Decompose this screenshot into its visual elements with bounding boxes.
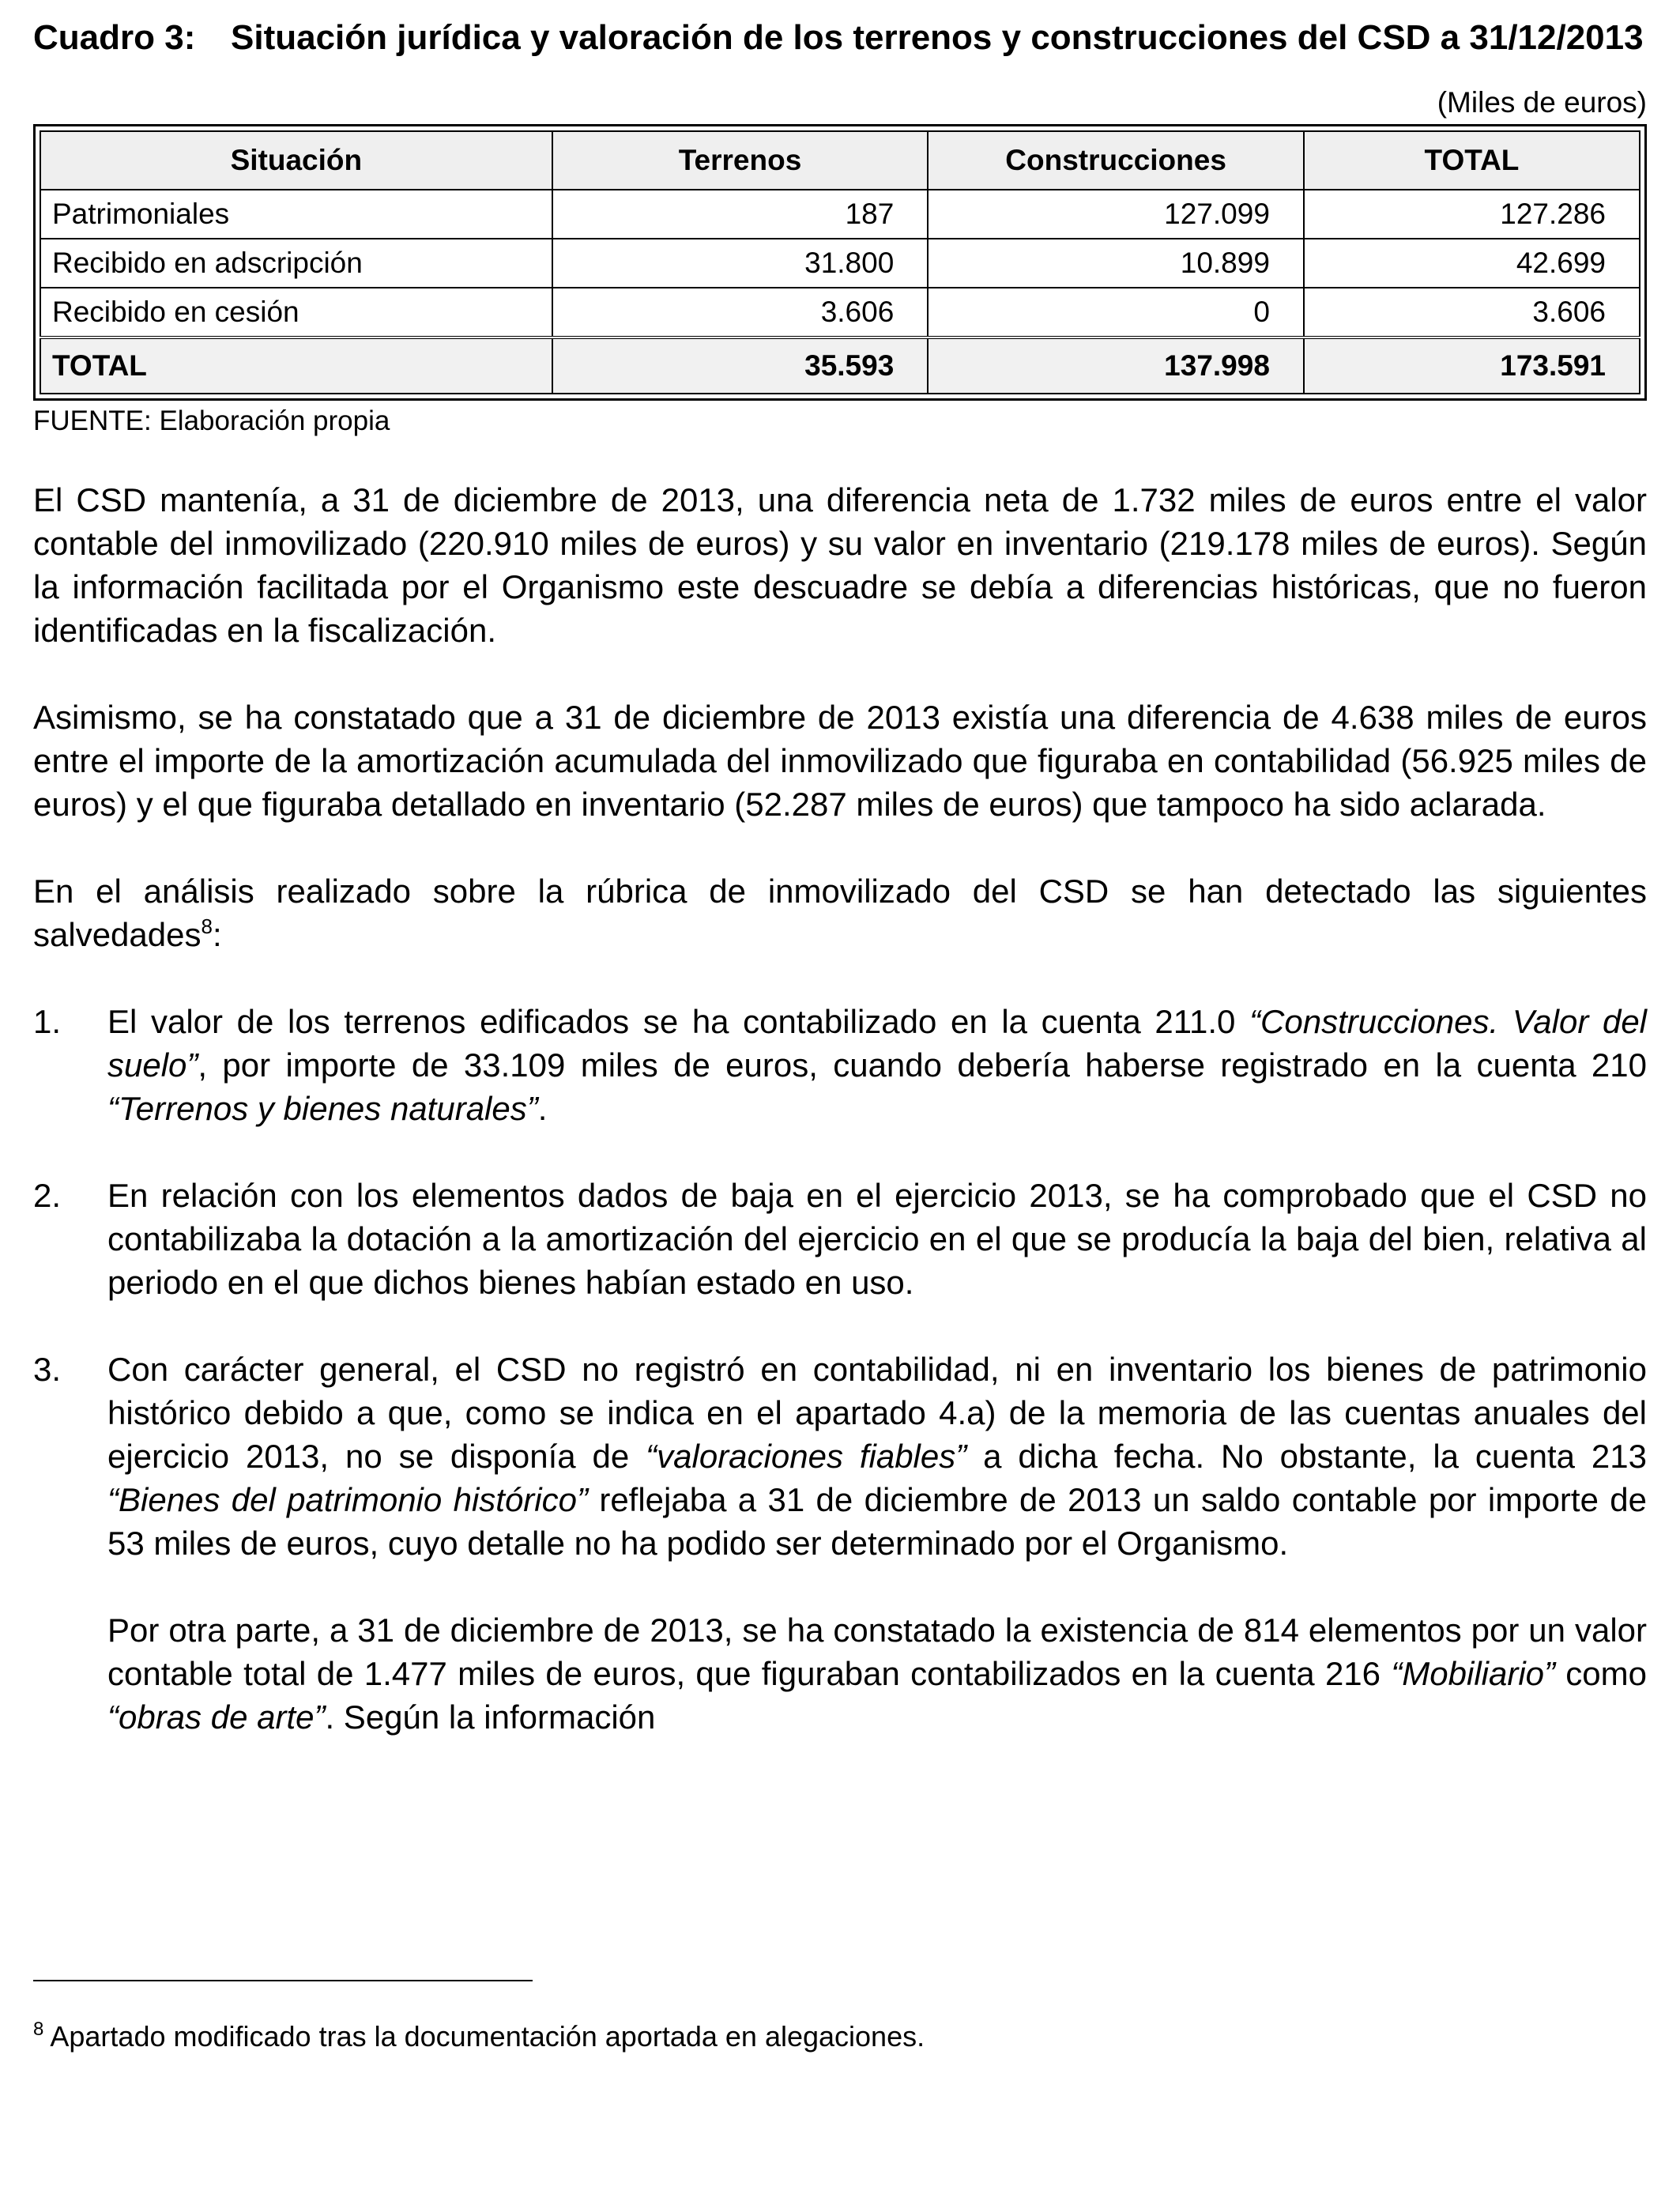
item-text-part: El valor de los terrenos edificados se ha contabilizado en la cuenta 211.0 <box>107 1003 1250 1040</box>
continuation-text-part: Por otra parte, a 31 de diciembre de 2013, se ha constatado la existencia de 814 elementos por un valor contable total de 1.477 miles de euros, que figuraban contabilizados en la cuenta 216 <box>107 1612 1647 1692</box>
item-number: 1. <box>33 1003 62 1040</box>
cell-construcciones: 10.899 <box>928 239 1304 288</box>
item-quote: “Construcciones. Valor del suelo” <box>107 1003 1648 1084</box>
list-item <box>33 1174 1647 1304</box>
continuation-text-part: como <box>1555 1655 1647 1692</box>
footnote-text: Apartado modificado tras la documentación aportada en alegaciones. <box>43 2020 925 2053</box>
paragraph-salvedades-intro <box>33 869 1647 956</box>
continuation-quote: “obras de arte” <box>107 1698 326 1736</box>
item-continuation <box>107 1608 1647 1739</box>
total-label: TOTAL <box>40 337 552 394</box>
salvedades-text: En el análisis realizado sobre la rúbrica de inmovilizado del CSD se han detectado las siguientes salvedades <box>33 873 1647 953</box>
item-text-part: reflejaba a 31 de diciembre de 2013 un saldo contable por importe de 53 miles de euros, cuyo detalle no ha podido ser determinado por el Organismo. <box>107 1481 1648 1562</box>
units-note: (Miles de euros) <box>1437 86 1647 119</box>
row-label: Recibido en adscripción <box>40 239 552 288</box>
row-label: Recibido en cesión <box>40 288 552 337</box>
situation-table <box>40 130 1640 394</box>
table-frame <box>33 124 1647 401</box>
salvedades-colon: : <box>212 916 222 953</box>
item-text <box>107 1000 1647 1130</box>
document-page <box>33 16 1647 1739</box>
cell-construcciones: 0 <box>928 288 1304 337</box>
table-header-row <box>40 131 1640 190</box>
header-terrenos: Terrenos <box>552 131 929 190</box>
table-source: FUENTE: Elaboración propia <box>33 405 390 436</box>
item-quote: “Terrenos y bienes naturales” <box>107 1090 538 1127</box>
row-label: Patrimoniales <box>40 190 552 239</box>
footnote-mark: 8 <box>33 2019 44 2040</box>
footnote-separator <box>33 1980 533 1981</box>
paragraph-amortization: Asimismo, se ha constatado que a 31 de diciembre de 2013 existía una diferencia de 4.638 miles de euros entre el importe de la amortización acumulada del inmovilizado que figuraba en contabilidad (56.925 miles de euros) y el que figuraba detallado en inventario (52.287 miles de euros) que tampoco ha sido aclarada. <box>33 699 1647 823</box>
paragraph-obras-de-arte <box>107 1608 1647 1739</box>
footnote-ref: 8 <box>201 914 213 938</box>
item-quote: “valoraciones fiables” <box>646 1438 967 1475</box>
item-text: En relación con los elementos dados de baja en el ejercicio 2013, se ha comprobado que el CSD no contabilizaba la dotación a la amortización del ejercicio en el que se producía la baja del bien, relativa al periodo en el que dichos bienes habían estado en uso. <box>107 1177 1647 1301</box>
item-text-part: a dicha fecha. No obstante, la cuenta 213 <box>966 1438 1647 1475</box>
footnote <box>33 2019 925 2054</box>
cell-total: 127.286 <box>1304 190 1640 239</box>
total-construcciones: 137.998 <box>928 337 1304 394</box>
cell-terrenos: 3.606 <box>552 288 929 337</box>
header-total: TOTAL <box>1304 131 1640 190</box>
caption-title: Situación jurídica y valoración de los terrenos y construcciones del CSD a 31/12/2013 <box>231 18 1644 57</box>
cell-terrenos: 187 <box>552 190 929 239</box>
table-row <box>40 190 1640 239</box>
continuation-text-part: . Según la información <box>325 1698 656 1736</box>
table-row <box>40 288 1640 337</box>
total-total: 173.591 <box>1304 337 1640 394</box>
list-item <box>33 1000 1647 1130</box>
continuation-quote: “Mobiliario” <box>1391 1655 1556 1692</box>
header-situacion: Situación <box>40 131 552 190</box>
table-caption <box>33 16 1647 59</box>
paragraph-net-difference: El CSD mantenía, a 31 de diciembre de 2013, una diferencia neta de 1.732 miles de euros entre el valor contable del inmovilizado (220.910 miles de euros) y su valor en inventario (219.178 miles de euros). Según la información facilitada por el Organismo este descuadre se debía a diferencias históricas, que no fueron identificadas en la fiscalización. <box>33 481 1647 649</box>
cell-terrenos: 31.800 <box>552 239 929 288</box>
item-number: 2. <box>33 1177 62 1214</box>
caption-number: Cuadro 3: <box>33 18 196 57</box>
table-row <box>40 239 1640 288</box>
table-total-row <box>40 337 1640 394</box>
item-text-part: , por importe de 33.109 miles de euros, cuando debería haberse registrado en la cuenta 210 <box>198 1046 1647 1084</box>
item-quote: “Bienes del patrimonio histórico” <box>107 1481 588 1518</box>
item-number: 3. <box>33 1351 62 1388</box>
item-text-part: . <box>537 1090 548 1127</box>
header-construcciones: Construcciones <box>928 131 1304 190</box>
cell-total: 42.699 <box>1304 239 1640 288</box>
list-item <box>33 1348 1647 1565</box>
item-text <box>107 1348 1647 1565</box>
total-terrenos: 35.593 <box>552 337 929 394</box>
item-text-part: Con carácter general, el CSD no registró en contabilidad, ni en inventario los bienes de patrimonio histórico debido a que, como se indica en el apartado 4.a) de la memoria de las cuentas anuales del ejercicio 2013, no se disponía de <box>107 1351 1647 1475</box>
cell-construcciones: 127.099 <box>928 190 1304 239</box>
cell-total: 3.606 <box>1304 288 1640 337</box>
